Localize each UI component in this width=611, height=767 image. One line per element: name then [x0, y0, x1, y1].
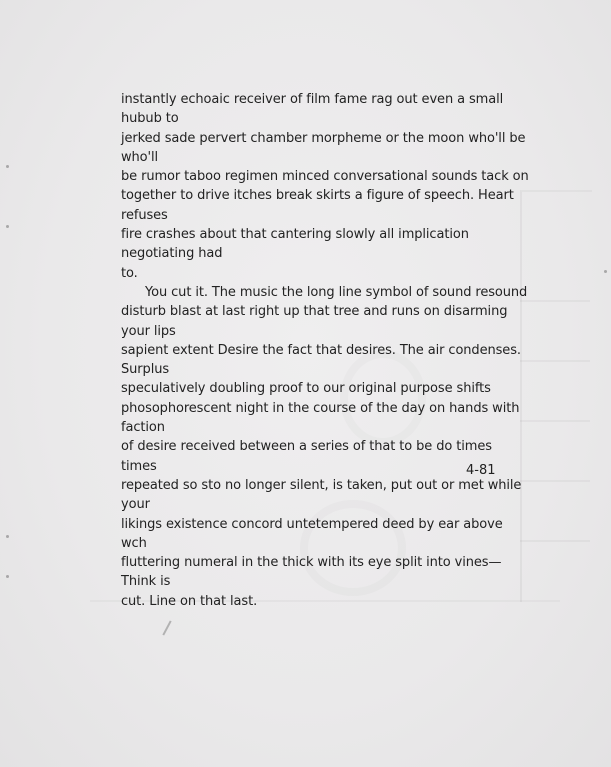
edge-mark [6, 225, 9, 228]
edge-mark [6, 535, 9, 538]
pencil-mark [162, 620, 171, 635]
edge-mark [6, 575, 9, 578]
edge-mark [604, 270, 607, 273]
paragraph-2: You cut it. The music the long line symbol of sound resound disturb blast at last right up that tree and runs on disarming your lips sapient extent Desire the fact that desires. The air condenses. Surplus speculatively doubling proof to our original purpose shifts phosophorescent night in the course of the day on hands with faction of desire received between a series of that to be do times times repeated so sto no longer silent, is taken, put out or met while your likings existence concord untetempered deed by ear above wch fluttering numeral in the thick with its eye split into vines— Think is cut. Line on that last. [121, 284, 528, 609]
edge-mark [6, 165, 9, 168]
body-text [121, 90, 531, 611]
page-number: 4-81 [466, 463, 496, 478]
paragraph-1: instantly echoaic receiver of film fame rag out even a small hubub to jerked sade pervert chamber morpheme or the moon who'll be who'll be rumor taboo regimen minced conversational sounds tack on together to drive itches break skirts a figure of speech. Heart refuses fire crashes about that cantering slowly all implication negotiating had to. [121, 92, 529, 281]
